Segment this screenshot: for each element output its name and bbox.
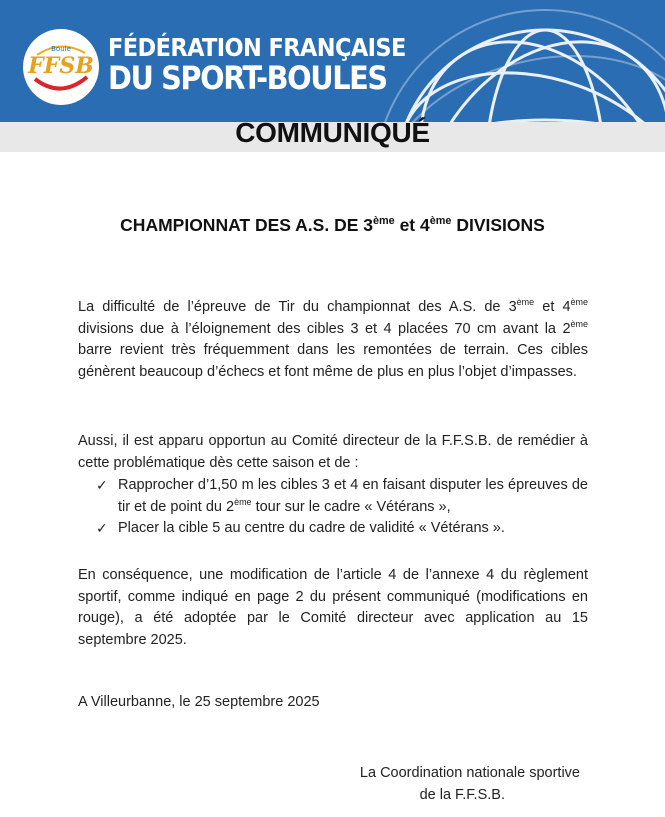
header-banner (0, 0, 665, 122)
bullet-1-part-2: tour sur le cadre « Vétérans », (251, 498, 451, 515)
list-item (96, 518, 588, 540)
title-sup-1: ème (372, 215, 395, 228)
checkmark-icon: ✓ (96, 477, 108, 493)
brand-line-2: DU SPORT-BOULES (108, 59, 387, 97)
logo-small-text: Boule (51, 45, 71, 53)
date-line: A Villeurbanne, le 25 septembre 2025 (78, 694, 320, 710)
paragraph-1 (78, 297, 588, 383)
signature-line-1: La Coordination nationale sportive (359, 765, 580, 781)
title-part-1: CHAMPIONNAT DES A.S. DE 3 (120, 215, 373, 235)
paragraph-2: Aussi, il est apparu opportun au Comité directeur de la F.F.S.B. de remédier à cette problématique dès cette saison et de : (78, 433, 588, 471)
document-title (0, 215, 665, 236)
title-sup-2: ème (429, 215, 452, 228)
p1-sup-2: ème (570, 297, 588, 308)
list-item (96, 475, 588, 518)
communique-title: COMMUNIQUÉ (235, 117, 430, 148)
signature-block (300, 763, 580, 806)
p1-text-1: La difficulté de l’épreuve de Tir du championnat des A.S. de 3 (78, 299, 517, 315)
logo-text: FFSB (28, 53, 94, 79)
title-part-2: et 4 (394, 215, 430, 235)
p1-sup-3: ème (570, 318, 588, 329)
measures-list (96, 475, 588, 540)
p1-text-4: barre revient très fréquemment dans les remontées de terrain. Ces cibles génèrent beaucoup d’échecs et font même de plus en plus l’objet d’impasses. (78, 342, 588, 380)
p1-text-3: divisions due à l’éloignement des cibles 3 et 4 placées 70 cm avant la 2 (78, 320, 571, 337)
brand-line-1: FÉDÉRATION FRANÇAISE (108, 33, 406, 62)
p1-text-2: et 4 (534, 299, 571, 315)
paragraph-3: En conséquence, une modification de l’article 4 de l’annexe 4 du règlement sportif, comme indiqué en page 2 du présent communiqué (modifications en rouge), a été adoptée par le Comité directeur avec application au 15 septembre 2025. (78, 567, 588, 648)
signature-line-2: de la F.F.S.B. (419, 786, 505, 803)
ffsb-logo (23, 29, 99, 105)
bullet-1-sup: ème (234, 496, 252, 507)
federation-name (108, 33, 406, 97)
title-part-3: DIVISIONS (451, 215, 545, 235)
bullet-2-text: Placer la cible 5 au centre du cadre de validité « Vétérans ». (118, 520, 505, 536)
checkmark-icon: ✓ (96, 520, 108, 536)
bullet-1-part-1: Rapprocher d’1,50 m les cibles 3 et 4 en faisant disputer les épreuves de tir et de point du 2 (118, 477, 588, 515)
p1-sup-1: ème (516, 297, 535, 308)
